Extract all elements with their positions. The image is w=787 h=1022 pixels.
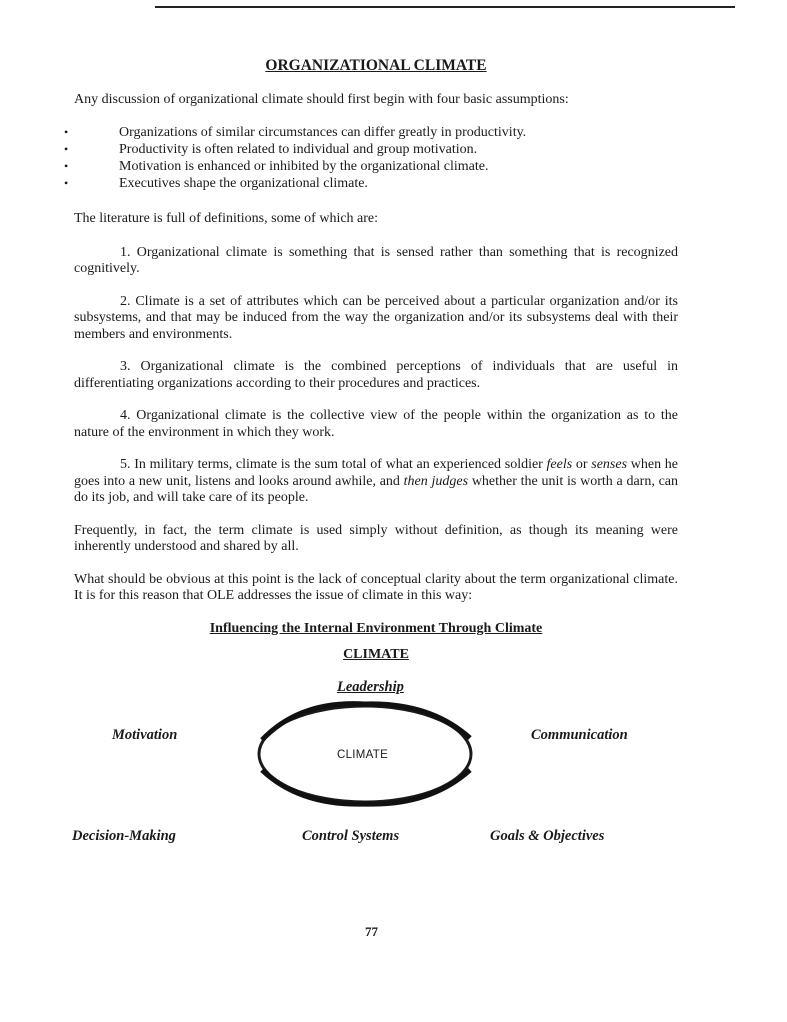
- bullet-icon: •: [64, 125, 69, 139]
- ellipse-center-label: CLIMATE: [337, 749, 389, 761]
- control-systems-label: Control Systems: [302, 828, 400, 844]
- motivation-label: Motivation: [112, 727, 178, 743]
- diagram-title: Influencing the Internal Environment Through Climate: [209, 620, 543, 636]
- page-title: ORGANIZATIONAL CLIMATE: [265, 57, 487, 74]
- ellipse-bottom-shadow: [262, 770, 470, 804]
- bullet-icon: •: [64, 142, 69, 156]
- definition-1: 1. Organizational climate is something that is sensed rather than something that is recognized cognitively.: [74, 244, 678, 276]
- page-number: 77: [365, 924, 378, 939]
- definition-5: 5. In military terms, climate is the sum total of what an experienced soldier feels or senses when he goes into a new unit, listens and looks around awhile, and then judges whether the unit is worth a darn, can do its job, and will take care of its people.: [74, 457, 679, 505]
- list-item: • Organizations of similar circumstances can differ greatly in productivity.: [64, 125, 527, 140]
- frequently-paragraph: Frequently, in fact, the term climate is used simply without definition, as though its meaning were inherently understood and shared by all.: [74, 522, 678, 554]
- diagram-heading: CLIMATE: [343, 647, 409, 662]
- obvious-paragraph: What should be obvious at this point is the lack of conceptual clarity about the term organizational climate. It is for this reason that OLE addresses the issue of climate in this way:: [74, 571, 678, 603]
- bullet-icon: •: [64, 159, 69, 173]
- definition-4: 4. Organizational climate is the collective view of the people within the organization as to the nature of the environment in which they work.: [74, 408, 678, 440]
- climate-ellipse: [259, 706, 471, 802]
- list-item: • Productivity is often related to individual and group motivation.: [64, 142, 478, 157]
- goals-objectives-label: Goals & Objectives: [490, 828, 605, 844]
- ellipse-top-shadow: [262, 704, 470, 740]
- list-item: • Motivation is enhanced or inhibited by the organizational climate.: [64, 159, 489, 174]
- decision-making-label: Decision-Making: [72, 828, 176, 844]
- list-item: • Executives shape the organizational climate.: [64, 176, 368, 191]
- assumptions-list: [64, 124, 678, 192]
- intro-paragraph: Any discussion of organizational climate should first begin with four basic assumptions:: [74, 91, 569, 107]
- leadership-label: Leadership: [337, 679, 404, 695]
- top-rule: [155, 6, 735, 8]
- communication-label: Communication: [531, 727, 628, 743]
- definition-3: 3. Organizational climate is the combined perceptions of individuals that are useful in differentiating organizations according to their procedures and practices.: [74, 359, 678, 391]
- bullet-icon: •: [64, 176, 69, 190]
- definition-2: 2. Climate is a set of attributes which can be perceived about a particular organization and/or its subsystems, and that may be induced from the way the organization and/or its subsystems deal with their members and environments.: [74, 293, 678, 342]
- document-page: [64, 57, 679, 664]
- literature-intro: The literature is full of definitions, some of which are:: [74, 211, 379, 226]
